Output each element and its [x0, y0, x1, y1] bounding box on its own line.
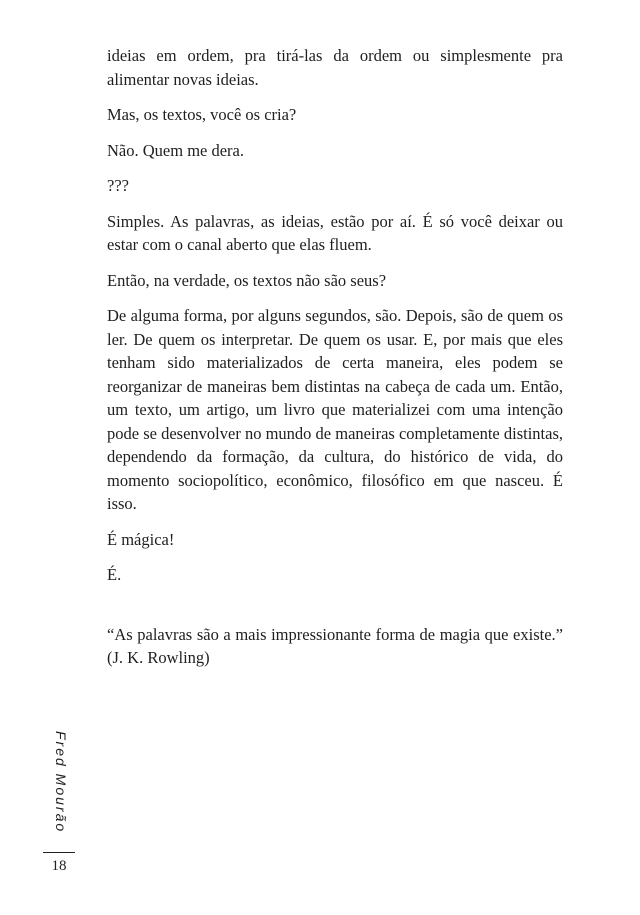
- paragraph: Então, na verdade, os textos não são seus?: [107, 270, 387, 290]
- running-head-author: Fred Mourão: [53, 731, 69, 834]
- paragraph: De alguma forma, por alguns segundos, são. Depois, são de quem os ler. De quem os interpretar. De quem os usar. E, por mais que eles tenham sido materializados de certa maneira, eles podem se reorganizar de maneiras bem distintas na cabeça de cada um. Então, um texto, um artigo, um livro que materializei com uma intenção pode se desenvolver no mundo de maneiras completamente distintas, dependendo da formação, da cultura, do histórico de vida, do momento sociopolítico, econômico, filosófico em que nasceu. É isso.: [107, 306, 563, 513]
- paragraph: É.: [107, 565, 122, 584]
- epigraph-quote: “As palavras são a mais impressionante forma de magia que existe.” (J. K. Rowling): [107, 624, 563, 667]
- body-text: [107, 44, 563, 682]
- paragraph: ???: [107, 176, 129, 195]
- paragraph: Mas, os textos, você os cria?: [107, 105, 297, 124]
- paragraph: É mágica!: [107, 529, 175, 549]
- paragraph: Não. Quem me dera.: [107, 140, 244, 160]
- paragraph: ideias em ordem, pra tirá-las da ordem ou simplesmente pra alimentar novas ideias.: [107, 46, 563, 89]
- folio-divider: [43, 852, 75, 853]
- paragraph: Simples. As palavras, as ideias, estão por aí. É só você deixar ou estar com o canal aberto que elas fluem.: [107, 211, 563, 254]
- page-number: 18: [51, 858, 67, 874]
